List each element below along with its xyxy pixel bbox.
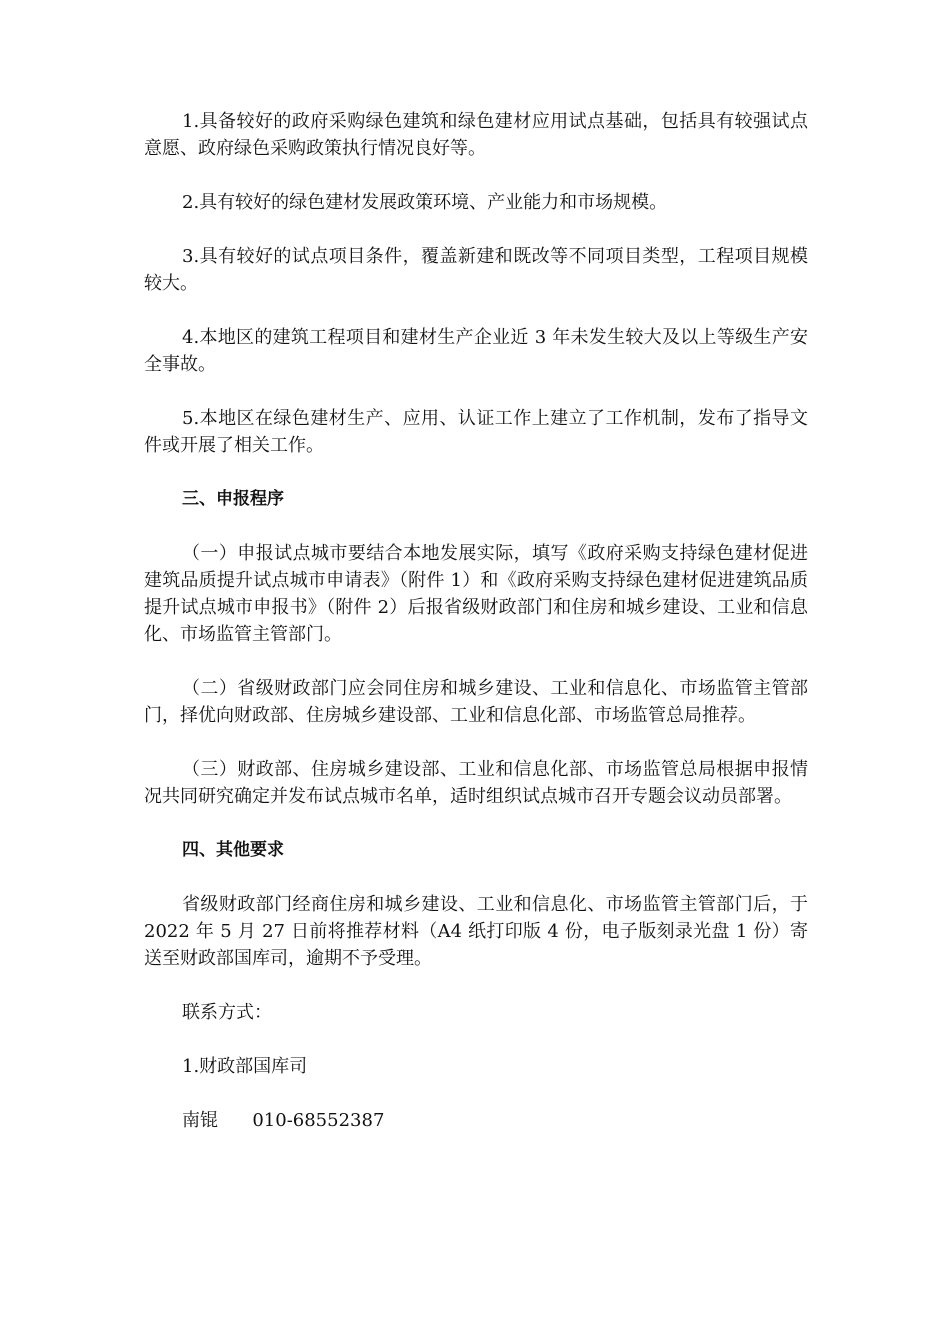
condition-item-1: 1.具备较好的政府采购绿色建筑和绿色建材应用试点基础，包括具有较强试点意愿、政府绿色采购政策执行情况良好等。 — [144, 111, 808, 159]
procedure-paragraph-2: （二）省级财政部门应会同住房和城乡建设、工业和信息化、市场监管主管部门，择优向财政部、住房城乡建设部、工业和信息化部、市场监管总局推荐。 — [144, 678, 808, 726]
section-heading-other-requirements: 四、其他要求 — [182, 840, 284, 860]
contact-person-line — [144, 1107, 808, 1134]
requirements-paragraph: 省级财政部门经商住房和城乡建设、工业和信息化、市场监管主管部门后，于 2022 年 5 月 27 日前将推荐材料（A4 纸打印版 4 份，电子版刻录光盘 1 份）寄送至财政部国库司，逾期不予受理。 — [144, 894, 808, 969]
contact-person-name: 南锟 — [182, 1110, 218, 1131]
section-heading-application-procedure: 三、申报程序 — [182, 489, 284, 509]
condition-item-4: 4.本地区的建筑工程项目和建材生产企业近 3 年未发生较大及以上等级生产安全事故。 — [144, 327, 808, 375]
contact-phone: 010-68552387 — [252, 1110, 385, 1131]
condition-item-3: 3.具有较好的试点项目条件，覆盖新建和既改等不同项目类型，工程项目规模较大。 — [144, 246, 808, 294]
condition-item-5: 5.本地区在绿色建材生产、应用、认证工作上建立了工作机制，发布了指导文件或开展了相关工作。 — [144, 408, 808, 456]
contact-organization: 1.财政部国库司 — [182, 1056, 308, 1077]
procedure-paragraph-3: （三）财政部、住房城乡建设部、工业和信息化部、市场监管总局根据申报情况共同研究确定并发布试点城市名单，适时组织试点城市召开专题会议动员部署。 — [144, 759, 808, 807]
condition-item-2: 2.具有较好的绿色建材发展政策环境、产业能力和市场规模。 — [182, 192, 668, 213]
procedure-paragraph-1: （一）申报试点城市要结合本地发展实际，填写《政府采购支持绿色建材促进建筑品质提升试点城市申请表》（附件 1）和《政府采购支持绿色建材促进建筑品质提升试点城市申报书》（附件 2）后报省级财政部门和住房和城乡建设、工业和信息化、市场监管主管部门。 — [144, 543, 808, 645]
contact-label: 联系方式： — [182, 1002, 272, 1023]
document-page — [144, 108, 808, 1161]
